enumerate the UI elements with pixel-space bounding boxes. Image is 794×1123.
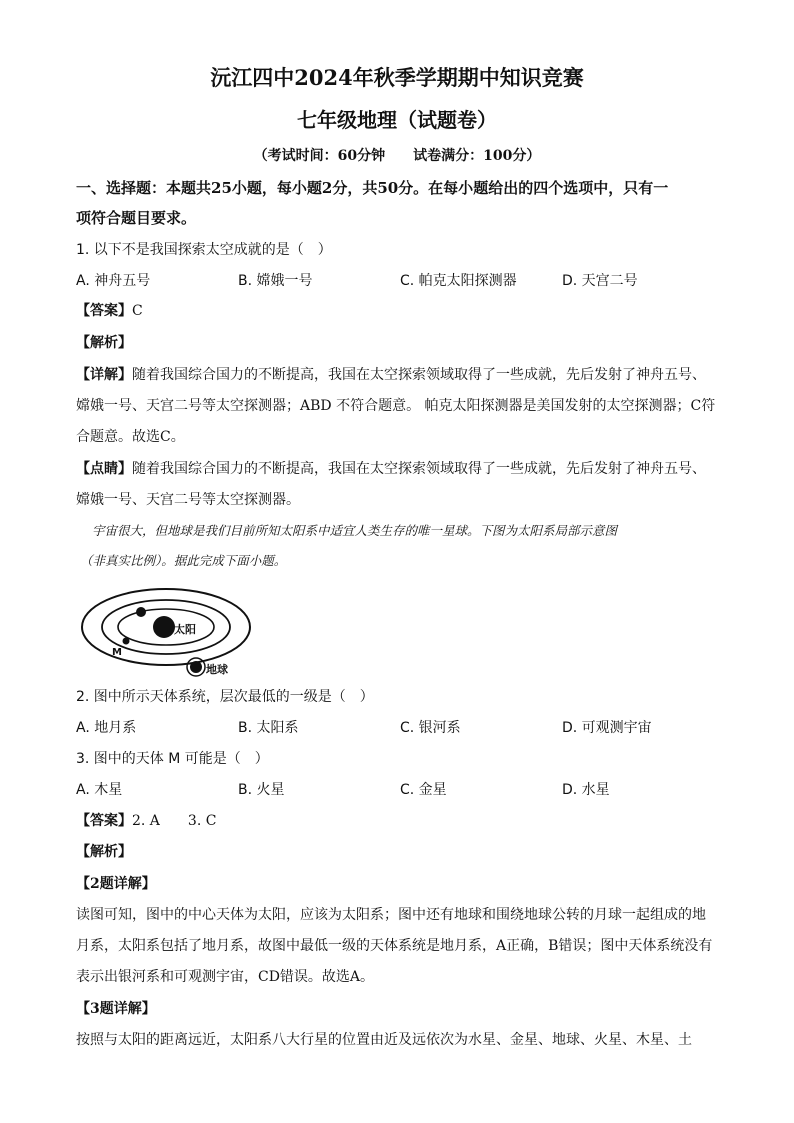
q1-detail-line3: 合题意。故选C。	[76, 429, 185, 445]
answers-label: 【答案】	[76, 813, 132, 829]
q1-option-a: A. 神舟五号	[76, 273, 151, 289]
intro-line2: （非真实比例）。据此完成下面小题。	[80, 553, 287, 568]
q3-option-c: C. 金星	[400, 782, 447, 798]
planet-m	[123, 638, 130, 645]
inner-planet	[136, 607, 146, 617]
answers-2-3	[76, 811, 216, 831]
answer-value: C	[132, 303, 143, 319]
q3-detail-label: 【3题详解】	[76, 1001, 156, 1017]
point-label: 【点睛】	[76, 461, 132, 477]
sun-body	[153, 616, 175, 638]
q2-option-a: A. 地月系	[76, 720, 137, 736]
solar-system-diagram	[78, 583, 258, 683]
q1-option-c: C. 帕克太阳探测器	[400, 273, 517, 289]
exam-subtitle: 七年级地理（试题卷）	[297, 108, 497, 132]
q3-option-d: D. 水星	[562, 782, 610, 798]
q2-option-b: B. 太阳系	[238, 720, 299, 736]
earth-label: 地球	[206, 663, 228, 676]
q1-option-b: B. 嫦娥一号	[238, 273, 313, 289]
q1-point-line2: 嫦娥一号、天宫二号等太空探测器。	[76, 492, 300, 508]
m-label: M	[112, 647, 122, 658]
q2-detail-line2: 月系，太阳系包括了地月系，故图中最低一级的天体系统是地月系，A正确，B错误；图中天体系统没有	[76, 938, 713, 954]
q3-option-b: B. 火星	[238, 782, 285, 798]
detail-text: 随着我国综合国力的不断提高，我国在太空探索领域取得了一些成就，先后发射了神舟五号、	[132, 367, 706, 383]
q1-option-d: D. 天宫二号	[562, 273, 638, 289]
q2-detail-line3: 表示出银河系和可观测宇宙，CD错误。故选A。	[76, 969, 375, 985]
intro-line1: 宇宙很大，但地球是我们目前所知太阳系中适宜人类生存的唯一星球。下图为太阳系局部示意图	[92, 523, 618, 538]
q1-detail-line1	[76, 365, 706, 385]
q2-detail-label: 【2题详解】	[76, 876, 156, 892]
exam-meta: （考试时间：60分钟 试卷满分：100分）	[253, 148, 541, 164]
point-text: 随着我国综合国力的不断提高，我国在太空探索领域取得了一些成就，先后发射了神舟五号、	[132, 461, 706, 477]
exam-title: 沅江四中2024年秋季学期期中知识竞赛	[210, 65, 584, 90]
q1-detail-line2: 嫦娥一号、天宫二号等太空探测器；ABD 不符合题意。 帕克太阳探测器是美国发射的太空探测器；C符	[76, 398, 716, 414]
question-2-stem: 2. 图中所示天体系统，层次最低的一级是（ ）	[76, 689, 374, 705]
q3-option-a: A. 木星	[76, 782, 123, 798]
q1-point-line1	[76, 459, 706, 479]
q2-option-c: C. 银河系	[400, 720, 461, 736]
q2-detail-line1: 读图可知，图中的中心天体为太阳，应该为太阳系；图中还有地球和围绕地球公转的月球一起组成的地	[76, 907, 706, 923]
section-heading-line1: 一、选择题：本题共25小题，每小题2分，共50分。在每小题给出的四个选项中，只有一	[76, 179, 669, 197]
q1-analysis-label: 【解析】	[76, 335, 132, 351]
analysis-label-2-3: 【解析】	[76, 844, 132, 860]
q2-option-d: D. 可观测宇宙	[562, 720, 652, 736]
q3-detail-line1: 按照与太阳的距离远近，太阳系八大行星的位置由近及远依次为水星、金星、地球、火星、木星、土	[76, 1032, 692, 1048]
answers-value: 2. A 3. C	[132, 813, 217, 829]
detail-label: 【详解】	[76, 367, 132, 383]
section-heading-line2: 项符合题目要求。	[76, 209, 197, 227]
sun-label: 太阳	[174, 623, 196, 636]
q1-answer	[76, 301, 143, 321]
question-1-stem: 1. 以下不是我国探索太空成就的是（ ）	[76, 242, 332, 258]
answer-label: 【答案】	[76, 303, 132, 319]
question-3-stem: 3. 图中的天体 M 可能是（ ）	[76, 751, 269, 767]
earth-body	[190, 661, 202, 673]
